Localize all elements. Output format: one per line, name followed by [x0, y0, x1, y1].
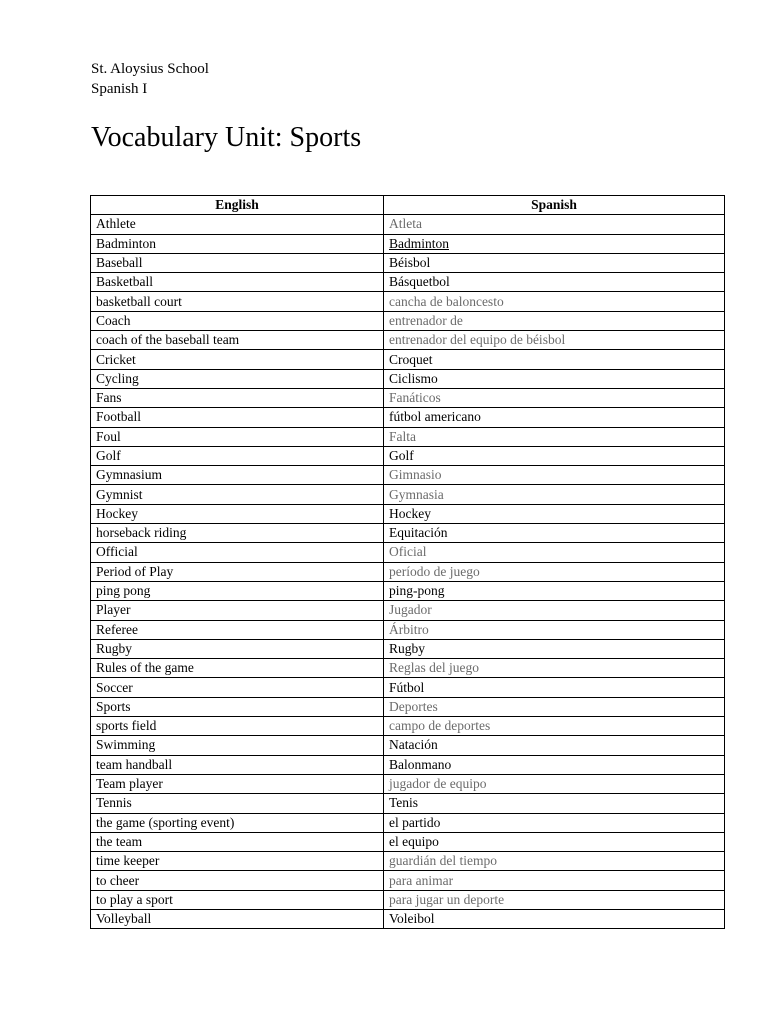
english-term: Gymnasium [91, 466, 384, 485]
spanish-term: campo de deportes [384, 717, 725, 736]
table-row [91, 543, 725, 562]
spanish-term: Equitación [384, 524, 725, 543]
table-row [91, 659, 725, 678]
spanish-term: Fanáticos [384, 388, 725, 407]
english-term: Soccer [91, 678, 384, 697]
spanish-term: el equipo [384, 832, 725, 851]
table-row [91, 562, 725, 581]
spanish-term: Natación [384, 736, 725, 755]
table-row [91, 524, 725, 543]
spanish-term: Golf [384, 446, 725, 465]
spanish-term: Ciclismo [384, 369, 725, 388]
spanish-term: Gimnasio [384, 466, 725, 485]
table-row [91, 466, 725, 485]
spanish-term: período de juego [384, 562, 725, 581]
spanish-term: para jugar un deporte [384, 890, 725, 909]
table-row [91, 697, 725, 716]
spanish-term [384, 234, 725, 253]
column-header-spanish: Spanish [384, 196, 725, 215]
spanish-term-text: Badminton [389, 235, 449, 251]
english-term: Fans [91, 388, 384, 407]
english-term: Gymnist [91, 485, 384, 504]
spanish-term: Atleta [384, 215, 725, 234]
english-term: Referee [91, 620, 384, 639]
table-header-row [91, 196, 725, 215]
spanish-term: Béisbol [384, 253, 725, 272]
table-row [91, 369, 725, 388]
english-term: team handball [91, 755, 384, 774]
english-term: Golf [91, 446, 384, 465]
spanish-term: ping-pong [384, 581, 725, 600]
table-row [91, 292, 725, 311]
table-row [91, 253, 725, 272]
english-term: Basketball [91, 273, 384, 292]
table-row [91, 234, 725, 253]
spanish-term: Hockey [384, 504, 725, 523]
spanish-term: Rugby [384, 639, 725, 658]
table-row [91, 736, 725, 755]
english-term: Coach [91, 311, 384, 330]
table-row [91, 601, 725, 620]
spanish-term: Falta [384, 427, 725, 446]
english-term: sports field [91, 717, 384, 736]
english-term: coach of the baseball team [91, 331, 384, 350]
table-row [91, 852, 725, 871]
english-term: Hockey [91, 504, 384, 523]
english-term: Football [91, 408, 384, 427]
table-row [91, 581, 725, 600]
english-term: Official [91, 543, 384, 562]
spanish-term: Deportes [384, 697, 725, 716]
english-term: Baseball [91, 253, 384, 272]
vocabulary-table [90, 195, 725, 929]
spanish-term: Árbitro [384, 620, 725, 639]
spanish-term: Gymnasia [384, 485, 725, 504]
spanish-term: Fútbol [384, 678, 725, 697]
page-title: Vocabulary Unit: Sports [91, 122, 362, 153]
table-row [91, 678, 725, 697]
spanish-term: el partido [384, 813, 725, 832]
english-term: Tennis [91, 794, 384, 813]
table-row [91, 446, 725, 465]
english-term: to cheer [91, 871, 384, 890]
table-row [91, 620, 725, 639]
spanish-term: Reglas del juego [384, 659, 725, 678]
english-term: Player [91, 601, 384, 620]
table-row [91, 215, 725, 234]
spanish-term: entrenador del equipo de béisbol [384, 331, 725, 350]
english-term: Volleyball [91, 909, 384, 928]
table-row [91, 311, 725, 330]
spanish-term: fútbol americano [384, 408, 725, 427]
english-term: ping pong [91, 581, 384, 600]
table-row [91, 717, 725, 736]
spanish-term: Oficial [384, 543, 725, 562]
english-term: Foul [91, 427, 384, 446]
table-row [91, 813, 725, 832]
english-term: Sports [91, 697, 384, 716]
english-term: horseback riding [91, 524, 384, 543]
table-row [91, 909, 725, 928]
spanish-term: entrenador de [384, 311, 725, 330]
table-row [91, 427, 725, 446]
table-row [91, 794, 725, 813]
english-term: the team [91, 832, 384, 851]
table-row [91, 331, 725, 350]
table-row [91, 350, 725, 369]
spanish-term: Jugador [384, 601, 725, 620]
spanish-term: para animar [384, 871, 725, 890]
school-name: St. Aloysius School [91, 61, 209, 77]
english-term: Period of Play [91, 562, 384, 581]
table-row [91, 273, 725, 292]
spanish-term: cancha de baloncesto [384, 292, 725, 311]
course-name: Spanish I [91, 81, 148, 97]
spanish-term: Balonmano [384, 755, 725, 774]
table-row [91, 639, 725, 658]
english-term: Cricket [91, 350, 384, 369]
table-row [91, 504, 725, 523]
spanish-term: jugador de equipo [384, 774, 725, 793]
spanish-term: guardián del tiempo [384, 852, 725, 871]
column-header-english: English [91, 196, 384, 215]
table-row [91, 408, 725, 427]
english-term: Badminton [91, 234, 384, 253]
table-row [91, 890, 725, 909]
spanish-term: Voleibol [384, 909, 725, 928]
table-row [91, 755, 725, 774]
spanish-term: Básquetbol [384, 273, 725, 292]
table-row [91, 388, 725, 407]
spanish-term: Tenis [384, 794, 725, 813]
english-term: basketball court [91, 292, 384, 311]
english-term: Rugby [91, 639, 384, 658]
english-term: the game (sporting event) [91, 813, 384, 832]
table-row [91, 832, 725, 851]
english-term: Rules of the game [91, 659, 384, 678]
table-row [91, 774, 725, 793]
english-term: Swimming [91, 736, 384, 755]
english-term: to play a sport [91, 890, 384, 909]
spanish-term: Croquet [384, 350, 725, 369]
table-body [91, 215, 725, 929]
english-term: Team player [91, 774, 384, 793]
english-term: time keeper [91, 852, 384, 871]
english-term: Cycling [91, 369, 384, 388]
table-row [91, 485, 725, 504]
english-term: Athlete [91, 215, 384, 234]
table-row [91, 871, 725, 890]
